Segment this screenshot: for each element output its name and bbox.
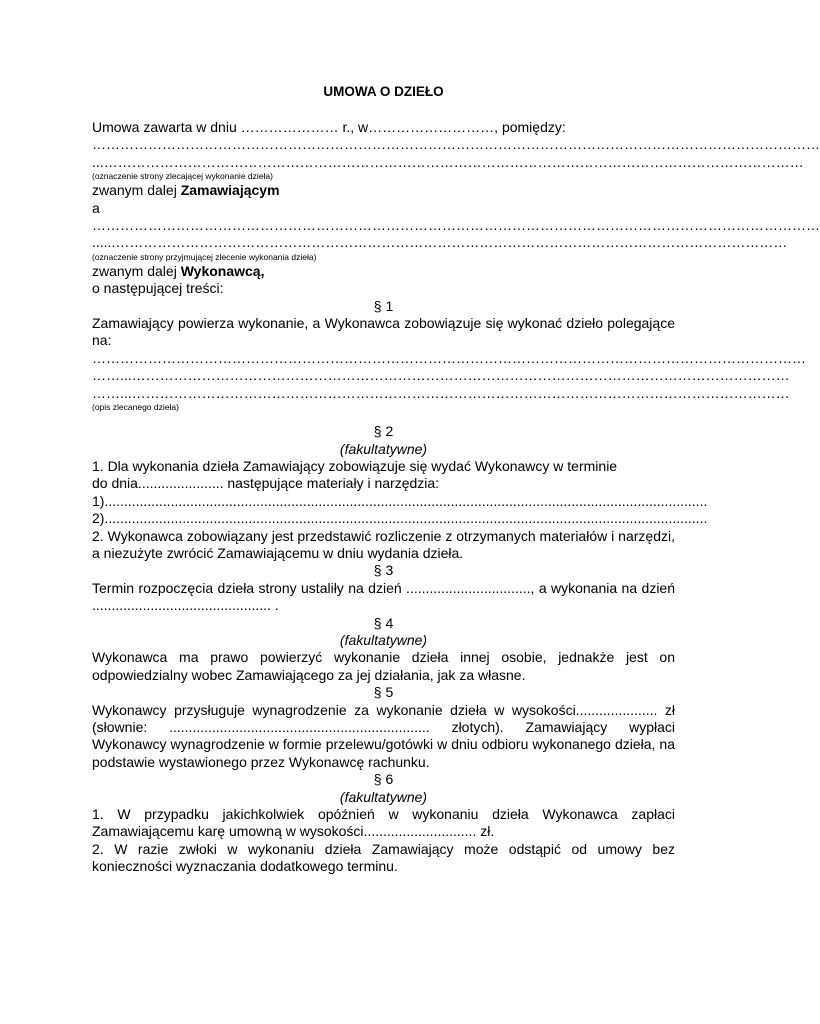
list-item: 2)........................................................................................................................................................... [92, 510, 708, 527]
fill-line: ......……………………………………………………………………………………………………………………………… [92, 234, 788, 251]
section-text: 1. Dla wykonania dzieła Zamawiający zobowiązuje się wydać Wykonawcy w terminie [92, 457, 618, 474]
party-name-bold: Zamawiającym [180, 182, 280, 199]
fill-line: ………………………………………………………………………………………………………………………………………… [92, 136, 820, 153]
field-note: (oznaczenie strony zlecającej wykonanie dzieła) [92, 171, 273, 182]
section-text: Termin rozpoczęcia dzieła strony ustaliły na dzień ................................, a wykonania na dzień .............................................. . [92, 579, 675, 614]
section-heading: § 2 [373, 423, 394, 440]
section-text: 2. W razie zwłoki w wykonaniu dzieła Zamawiający może odstąpić od umowy bez konieczności wyznaczania dodatkowego terminu. [92, 840, 675, 875]
section-heading: § 4 [373, 614, 394, 631]
section-heading: § 6 [373, 771, 394, 788]
section-text: Wykonawca ma prawo powierzyć wykonanie dzieła innej osobie, jednakże jest on odpowiedzialny wobec Zamawiającego za jej działania, jak za własne. [92, 649, 675, 683]
fill-line: ……………………………………………………………………………………………………………………………………… [92, 349, 806, 366]
party-name-bold: Wykonawcą, [180, 262, 265, 279]
section-heading: § 5 [373, 684, 394, 701]
designation-prefix: zwanym dalej [92, 182, 181, 199]
fill-line: ……...…………………………………………………………………………………………………………………………… [92, 367, 790, 384]
section-text: 2. Wykonawca zobowiązany jest przedstawić rozliczenie z otrzymanych materiałów i narzędzi, a niezużyte zwrócić Zamawiającemu w dniu wydania dzieła. [92, 527, 675, 561]
document-title: UMOWA O DZIEŁO [323, 84, 444, 99]
section-heading: § 1 [373, 297, 394, 314]
contract-page [92, 84, 820, 876]
section-text: Zamawiający powierza wykonanie, a Wykonawca zobowiązuje się wykonać dzieło polegające na: [92, 315, 675, 349]
party-designation [92, 263, 675, 280]
intro-line: Umowa zawarta w dniu ………………… r., w………………………, pomiędzy: [92, 119, 566, 135]
fill-line: ………………………………………………………………………………………………………………………………………… [92, 217, 820, 234]
intro-closing: o następującej treści: [92, 280, 224, 297]
list-item: 1)........................................................................................................................................................... [92, 492, 708, 509]
spacer [92, 413, 675, 423]
section-subheading: (fakultatywne) [339, 631, 428, 648]
conjunction: a [92, 199, 100, 216]
section-text: 1. W przypadku jakichkolwiek opóźnień w wykonaniu dzieła Wykonawca zapłaci Zamawiającemu karę umowną w wysokości............................. zł. [92, 806, 675, 840]
party-designation [92, 182, 675, 199]
section-text: Wykonawcy przysługuje wynagrodzenie za wykonanie dzieła w wysokości..................... zł (słownie: ................................................................... złotych). Zamawiający wypłaci Wykonawcy wynagrodzenie w formie przelewu/gotówki w dniu odbioru wykonanego dzieła, na podstawie wystawionego przez Wykonawcę rachunku. [92, 701, 675, 770]
section-text: do dnia...................... następujące materiały i narzędzia: [92, 475, 440, 492]
field-note: (oznaczenie strony przyjmującej zlecenie wykonania dzieła) [92, 251, 317, 262]
fill-line: ...…………………………………………………………………………………………………………………………………… [92, 153, 804, 170]
field-note: (opis zlecanego dzieła) [92, 402, 179, 413]
section-subheading: (fakultatywne) [339, 788, 428, 805]
section-heading: § 3 [373, 562, 394, 579]
section-subheading: (fakultatywne) [339, 440, 428, 457]
fill-line: ……...…………………………………………………………………………………………………………………………… [92, 384, 790, 401]
designation-prefix: zwanym dalej [92, 262, 181, 279]
